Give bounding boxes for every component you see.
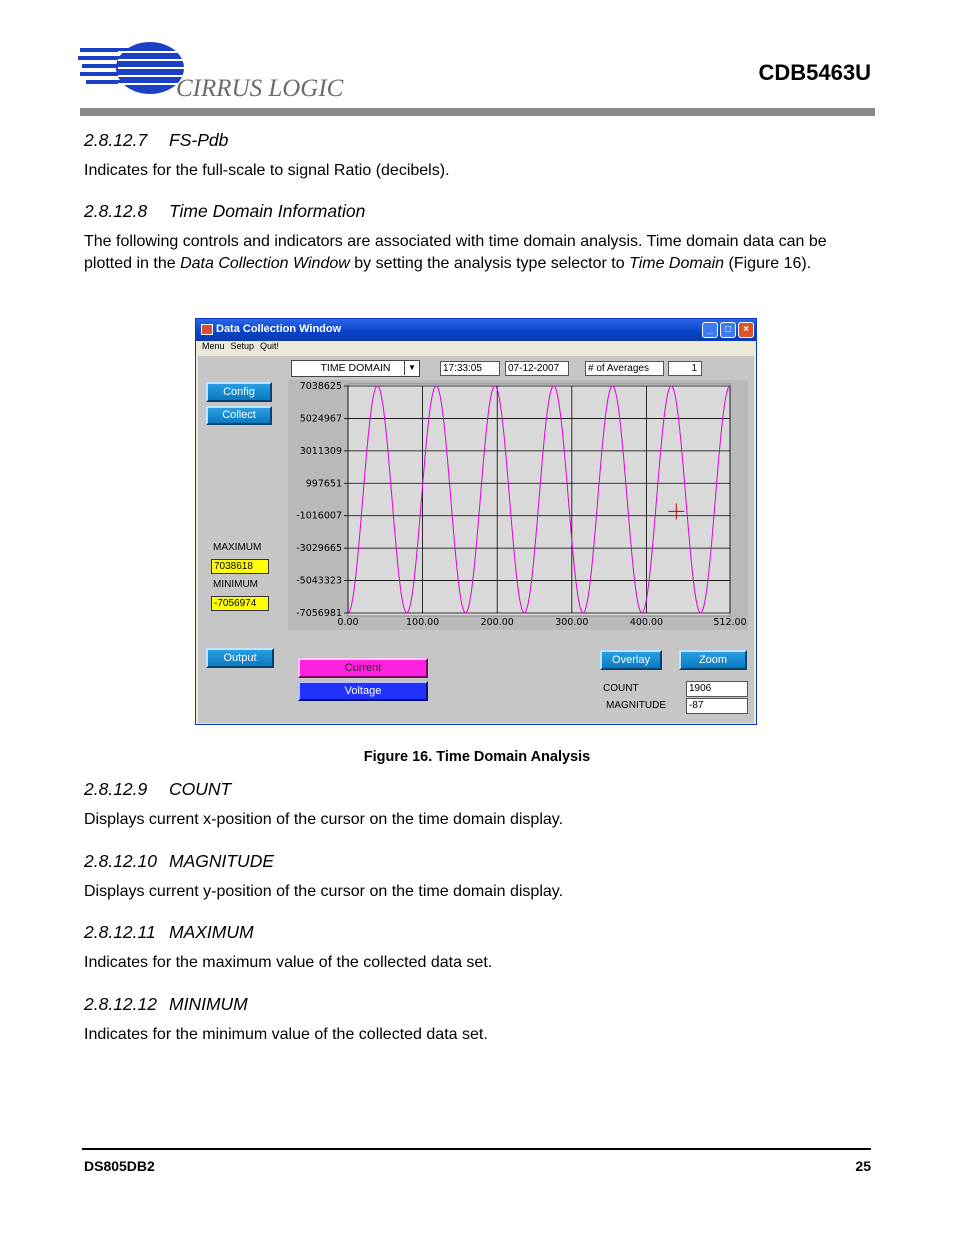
cirrus-logic-logo — [78, 38, 358, 102]
data-collection-window — [195, 318, 757, 725]
collect-button[interactable]: Collect — [206, 406, 272, 425]
y-tick-label: -3029665 — [296, 543, 342, 555]
y-tick-label: -7056981 — [296, 608, 342, 619]
y-tick-label: 5024967 — [299, 413, 342, 425]
count-label: COUNT — [603, 683, 639, 694]
section-body-minimum: Indicates for the minimum value of the collected data set. — [84, 1026, 488, 1043]
figure-caption: Figure 16. Time Domain Analysis — [363, 749, 591, 765]
document-title: CDB5463U — [758, 60, 871, 85]
page-number: 25 — [855, 1158, 871, 1174]
analysis-type-select[interactable]: TIME DOMAIN ▼ — [291, 360, 420, 377]
maximum-value: 7038618 — [211, 559, 269, 574]
y-tick-label: 7038625 — [299, 381, 342, 392]
x-tick-label: 100.00 — [405, 617, 440, 628]
minimum-value: -7056974 — [211, 596, 269, 611]
y-tick-label: 997651 — [305, 478, 342, 490]
y-tick-label: -5043323 — [296, 575, 342, 587]
overlay-button[interactable]: Overlay — [600, 650, 662, 670]
current-button[interactable]: Current — [298, 658, 428, 678]
y-tick-label: -1016007 — [296, 510, 342, 522]
section-heading-magnitude: 2.8.12.10 MAGNITUDE — [84, 851, 274, 871]
voltage-button[interactable]: Voltage — [298, 681, 428, 701]
x-tick-label: 512.00 — [713, 617, 747, 628]
footer-rule — [82, 1148, 871, 1150]
section-body-magnitude: Displays current y-position of the cursor on the time domain display. — [84, 883, 564, 900]
x-tick-label: 200.00 — [480, 617, 514, 628]
maximum-label: MAXIMUM — [213, 542, 262, 553]
section-heading-fs-pdb: 2.8.12.7 FS-Pdb — [84, 130, 229, 150]
section-heading-maximum: 2.8.12.11 MAXIMUM — [84, 922, 254, 942]
section-body-maximum: Indicates for the maximum value of the collected data set. — [84, 954, 493, 971]
menu-item-setup[interactable]: Setup — [230, 341, 255, 351]
config-button[interactable]: Config — [206, 382, 272, 402]
averages-label-field: # of Averages — [585, 361, 664, 376]
window-title: Data Collection Window — [216, 323, 342, 335]
chevron-down-icon: ▼ — [404, 361, 419, 375]
section-body-time-domain: The following controls and indicators are associated with time domain analysis. Time domain data can be plotted in the Data Collection Window by setting the analysis type selector to Time Domain (Figure 16). — [84, 233, 827, 272]
menu-bar — [196, 341, 756, 354]
y-tick-label: 3011309 — [299, 445, 342, 457]
footer-doc-id: DS805DB2 — [84, 1158, 155, 1174]
averages-input[interactable]: 1 — [668, 361, 702, 376]
maximize-icon[interactable]: □ — [720, 322, 736, 338]
menu-item-quit[interactable]: Quit! — [260, 341, 280, 351]
magnitude-value: -87 — [686, 698, 748, 714]
time-field: 17:33:05 — [440, 361, 500, 376]
zoom-button[interactable]: Zoom — [679, 650, 747, 670]
menu-item-menu[interactable]: Menu — [202, 341, 225, 351]
x-tick-label: 0.00 — [337, 617, 359, 628]
time-domain-chart[interactable] — [288, 380, 748, 630]
section-heading-count: 2.8.12.9 COUNT — [84, 779, 232, 799]
app-icon — [201, 324, 213, 335]
window-client-area — [198, 356, 754, 723]
output-button[interactable]: Output — [206, 648, 274, 668]
x-tick-label: 300.00 — [555, 617, 589, 628]
minimize-icon[interactable]: _ — [702, 322, 718, 338]
section-heading-time-domain: 2.8.12.8 Time Domain Information — [84, 201, 366, 221]
section-body-count: Displays current x-position of the cursor on the time domain display. — [84, 811, 564, 828]
count-value: 1906 — [686, 681, 748, 697]
header-rule — [80, 108, 875, 116]
x-tick-label: 400.00 — [629, 617, 664, 628]
minimum-label: MINIMUM — [213, 579, 258, 590]
svg-text:CIRRUS LOGIC: CIRRUS LOGIC — [176, 75, 344, 102]
date-field: 07-12-2007 — [505, 361, 569, 376]
close-icon[interactable]: × — [738, 322, 754, 338]
window-titlebar[interactable] — [196, 319, 756, 341]
section-body-fs-pdb: Indicates for the full-scale to signal Ratio (decibels). — [84, 162, 450, 179]
magnitude-label: MAGNITUDE — [606, 700, 666, 711]
section-heading-minimum: 2.8.12.12 MINIMUM — [84, 994, 248, 1014]
